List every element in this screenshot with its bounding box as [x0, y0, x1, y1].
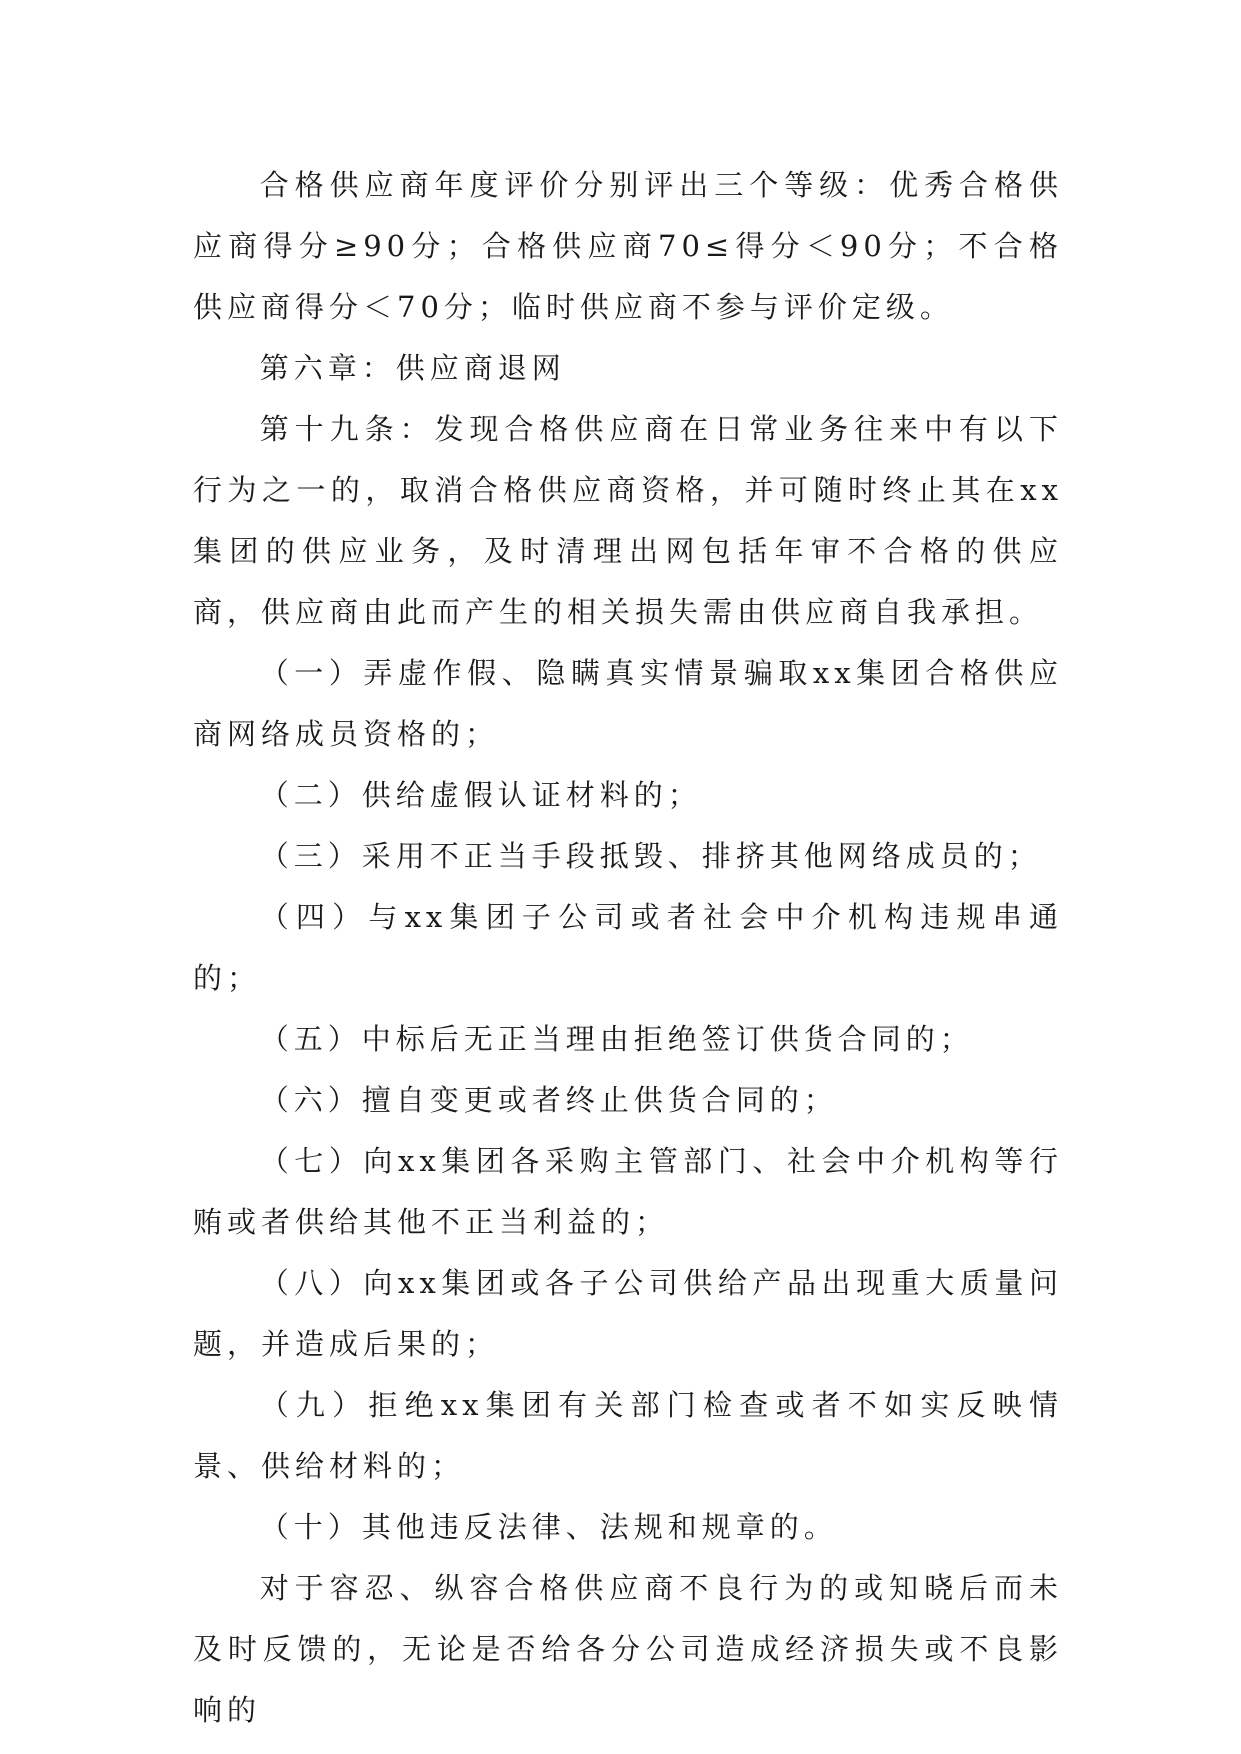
paragraph-tolerance: 对于容忍、纵容合格供应商不良行为的或知晓后而未及时反馈的，无论是否给各分公司造成经济损失或不良影响的	[193, 1571, 1063, 1727]
document-body	[193, 155, 1063, 1741]
clause-item: （八）向xx集团或各子公司供给产品出现重大质量问题，并造成后果的；	[193, 1266, 1063, 1361]
clause-item: （一）弄虚作假、隐瞒真实情景骗取xx集团合格供应商网络成员资格的；	[193, 656, 1063, 751]
clause-item: （二）供给虚假认证材料的；	[259, 778, 702, 812]
paragraph-rating-levels: 合格供应商年度评价分别评出三个等级：优秀合格供应商得分≥90分；合格供应商70≤得分＜90分；不合格供应商得分＜70分；临时供应商不参与评价定级。	[193, 168, 1063, 324]
article-nineteen: 第十九条：发现合格供应商在日常业务往来中有以下行为之一的，取消合格供应商资格，并可随时终止其在xx集团的供应业务，及时清理出网包括年审不合格的供应商，供应商由此而产生的相关损失需由供应商自我承担。	[193, 412, 1063, 629]
clause-item: （五）中标后无正当理由拒绝签订供货合同的；	[259, 1022, 974, 1056]
clause-item: （十）其他违反法律、法规和规章的。	[259, 1510, 838, 1544]
clause-item: （三）采用不正当手段抵毁、排挤其他网络成员的；	[259, 839, 1042, 873]
chapter-heading: 第六章：供应商退网	[259, 351, 566, 385]
clause-item: （九）拒绝xx集团有关部门检查或者不如实反映情景、供给材料的；	[193, 1388, 1063, 1483]
clause-item: （七）向xx集团各采购主管部门、社会中介机构等行贿或者供给其他不正当利益的；	[193, 1144, 1063, 1239]
clause-item: （六）擅自变更或者终止供货合同的；	[259, 1083, 838, 1117]
clause-item: （四）与xx集团子公司或者社会中介机构违规串通的；	[193, 900, 1063, 995]
